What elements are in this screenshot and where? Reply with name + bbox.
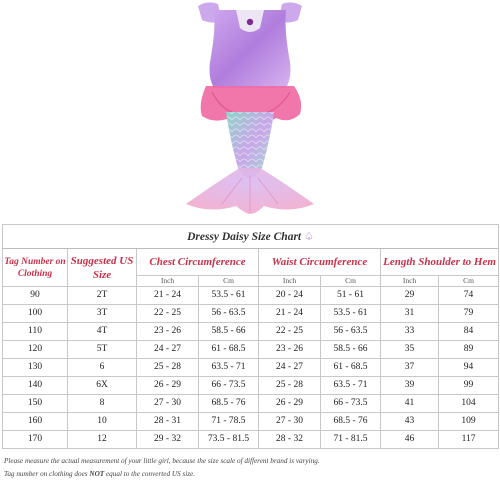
cell-len-cm: 104 — [439, 395, 499, 413]
product-image — [0, 0, 500, 222]
table-row — [3, 341, 499, 359]
cell-waist-in: 24 - 27 — [259, 359, 321, 377]
cell-len-in: 37 — [381, 359, 439, 377]
tag-note — [4, 470, 195, 478]
measurement-note — [4, 457, 320, 465]
table-row — [3, 377, 499, 395]
unit-cm: Cm — [199, 276, 259, 287]
cell-waist-cm: 68.5 - 76 — [321, 413, 381, 431]
chart-title — [3, 225, 499, 249]
unit-inch: Inch — [259, 276, 321, 287]
cell-us: 10 — [68, 413, 137, 431]
cell-len-in: 39 — [381, 377, 439, 395]
unit-inch: Inch — [381, 276, 439, 287]
cell-len-in: 33 — [381, 323, 439, 341]
cell-tag: 140 — [3, 377, 68, 395]
cell-chest-cm: 58.5 - 66 — [199, 323, 259, 341]
cell-len-in: 46 — [381, 431, 439, 449]
cell-chest-cm: 63.5 - 71 — [199, 359, 259, 377]
cell-len-cm: 99 — [439, 377, 499, 395]
cell-tag: 110 — [3, 323, 68, 341]
cell-len-in: 43 — [381, 413, 439, 431]
note-line-2-end: equal to the converted US size. — [104, 470, 195, 478]
cell-waist-in: 23 - 26 — [259, 341, 321, 359]
cell-waist-in: 25 - 28 — [259, 377, 321, 395]
table-row — [3, 413, 499, 431]
cell-waist-cm: 61 - 68.5 — [321, 359, 381, 377]
cell-us: 6X — [68, 377, 137, 395]
header-row — [3, 249, 499, 276]
header-waist: Waist Circumference — [259, 249, 381, 276]
cell-len-cm: 94 — [439, 359, 499, 377]
table-row — [3, 305, 499, 323]
cell-waist-in: 20 - 24 — [259, 287, 321, 305]
cell-tag: 120 — [3, 341, 68, 359]
cell-us: 2T — [68, 287, 137, 305]
cell-waist-cm: 51 - 61 — [321, 287, 381, 305]
table-row — [3, 395, 499, 413]
cell-chest-in: 28 - 31 — [137, 413, 199, 431]
size-chart-table — [2, 224, 499, 449]
cell-waist-cm: 53.5 - 61 — [321, 305, 381, 323]
cell-len-cm: 89 — [439, 341, 499, 359]
cell-us: 3T — [68, 305, 137, 323]
header-length: Length Shoulder to Hem — [381, 249, 499, 276]
cell-chest-cm: 68.5 - 76 — [199, 395, 259, 413]
cell-chest-in: 21 - 24 — [137, 287, 199, 305]
table-row — [3, 323, 499, 341]
cell-waist-cm: 63.5 - 71 — [321, 377, 381, 395]
cell-tag: 100 — [3, 305, 68, 323]
cell-len-cm: 84 — [439, 323, 499, 341]
cell-len-cm: 74 — [439, 287, 499, 305]
cell-chest-in: 24 - 27 — [137, 341, 199, 359]
cell-waist-in: 22 - 25 — [259, 323, 321, 341]
cell-tag: 90 — [3, 287, 68, 305]
table-row — [3, 359, 499, 377]
table-row — [3, 431, 499, 449]
header-tag-number: Tag Number on Clothing — [3, 249, 68, 287]
gem-icon — [247, 19, 253, 25]
header-suggested-size: Suggested US Size — [68, 249, 137, 287]
cell-chest-in: 25 - 28 — [137, 359, 199, 377]
unit-cm: Cm — [439, 276, 499, 287]
cell-len-cm: 117 — [439, 431, 499, 449]
header-chest: Chest Circumference — [137, 249, 259, 276]
cell-waist-cm: 56 - 63.5 — [321, 323, 381, 341]
cell-tag: 130 — [3, 359, 68, 377]
chart-title-row — [3, 225, 499, 249]
table-row — [3, 287, 499, 305]
cell-len-in: 41 — [381, 395, 439, 413]
cell-chest-cm: 66 - 73.5 — [199, 377, 259, 395]
unit-inch: Inch — [137, 276, 199, 287]
cell-chest-in: 26 - 29 — [137, 377, 199, 395]
chart-title-text: Dressy Daisy Size Chart — [187, 231, 302, 243]
cell-waist-cm: 66 - 73.5 — [321, 395, 381, 413]
cell-chest-in: 22 - 25 — [137, 305, 199, 323]
cell-us: 4T — [68, 323, 137, 341]
cell-len-in: 29 — [381, 287, 439, 305]
cell-us: 12 — [68, 431, 137, 449]
note-line-2-start: Tag number on clothing does — [4, 470, 90, 478]
cell-us: 5T — [68, 341, 137, 359]
cell-tag: 170 — [3, 431, 68, 449]
cell-chest-in: 23 - 26 — [137, 323, 199, 341]
cell-tag: 160 — [3, 413, 68, 431]
unit-cm: Cm — [321, 276, 381, 287]
dress-icon: ♤ — [304, 231, 314, 243]
cell-waist-in: 27 - 30 — [259, 413, 321, 431]
cell-us: 8 — [68, 395, 137, 413]
cell-waist-cm: 58.5 - 66 — [321, 341, 381, 359]
cell-us: 6 — [68, 359, 137, 377]
cell-waist-in: 21 - 24 — [259, 305, 321, 323]
cell-tag: 150 — [3, 395, 68, 413]
cell-chest-cm: 56 - 63.5 — [199, 305, 259, 323]
note-line-1: Please measure the actual measurement of your little girl, because the size scale of different brand is varying. — [4, 457, 320, 465]
cell-chest-in: 29 - 32 — [137, 431, 199, 449]
cell-chest-cm: 73.5 - 81.5 — [199, 431, 259, 449]
cell-chest-cm: 71 - 78.5 — [199, 413, 259, 431]
cell-len-in: 31 — [381, 305, 439, 323]
cell-waist-in: 28 - 32 — [259, 431, 321, 449]
cell-waist-cm: 71 - 81.5 — [321, 431, 381, 449]
cell-len-in: 35 — [381, 341, 439, 359]
cell-chest-cm: 53.5 - 61 — [199, 287, 259, 305]
cell-chest-in: 27 - 30 — [137, 395, 199, 413]
cell-len-cm: 109 — [439, 413, 499, 431]
note-line-2-emphasis: NOT — [89, 470, 105, 478]
cell-chest-cm: 61 - 68.5 — [199, 341, 259, 359]
mermaid-dress-illustration — [0, 0, 500, 222]
cell-waist-in: 26 - 29 — [259, 395, 321, 413]
cell-len-cm: 79 — [439, 305, 499, 323]
